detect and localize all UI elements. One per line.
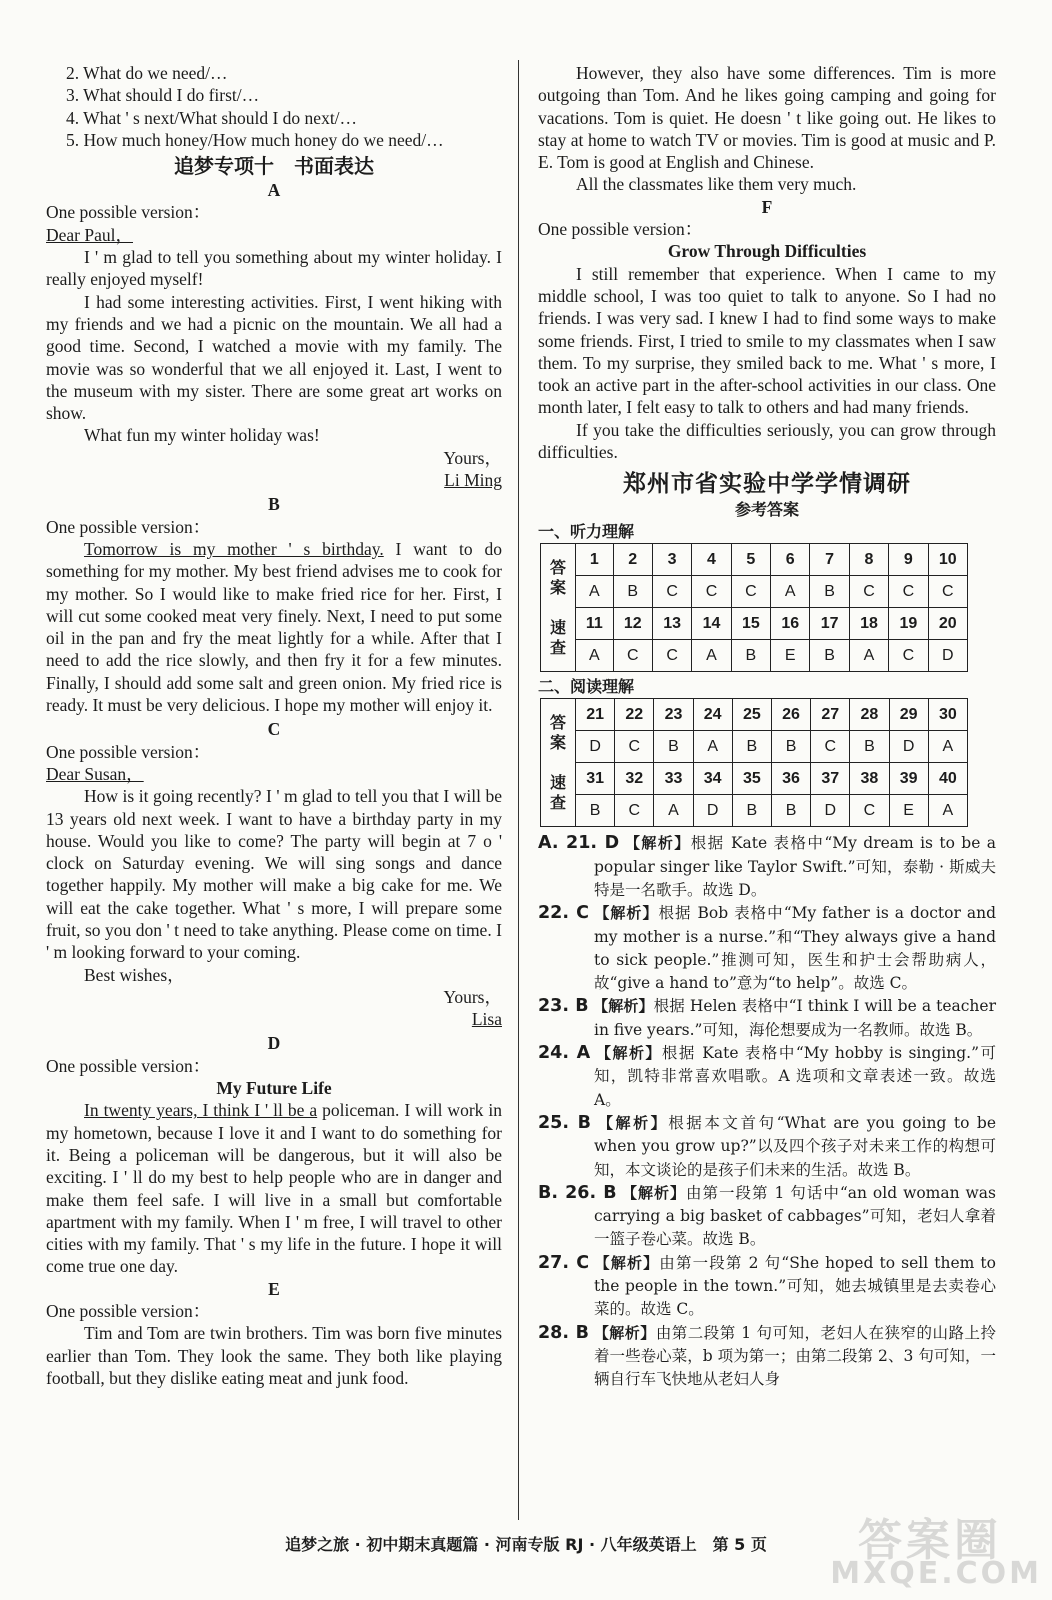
answer-side-label: 答 案 速 查 bbox=[541, 699, 576, 827]
answer-cell: C bbox=[928, 576, 967, 608]
question-number: 4 bbox=[692, 544, 731, 576]
list-item: 2. What do we need/… bbox=[66, 63, 228, 83]
possible-version-label: One possible version： bbox=[46, 1055, 211, 1076]
question-number: 17 bbox=[810, 608, 849, 640]
explanation-item bbox=[538, 994, 996, 1041]
possible-version-label: One possible version： bbox=[46, 741, 211, 762]
essay-d-body: policeman. I will work in my hometown, because I love it and I want to do something for it. Being a policeman will be dangerous, but it will also be exciting. I ' ll do my best to help people who are in danger and make them feel safe. I will live in a small but comfortable apartment with my family. When I ' m free, I will travel to other cities with my family. That ' s my life in the future. I hope it will come true one day. bbox=[46, 1100, 502, 1277]
question-number: 6 bbox=[771, 544, 810, 576]
answer-cell: A bbox=[928, 731, 967, 763]
question-number: 38 bbox=[850, 763, 889, 795]
answer-cell: A bbox=[928, 795, 967, 827]
right-column bbox=[538, 62, 996, 1390]
answer-cell: C bbox=[652, 576, 691, 608]
explanation-text: 根据 Kate 表格中“My dream is to be a popular singer like Taylor Swift.”可知，泰勒 · 斯威夫特是一名歌手。故选 D。 bbox=[594, 834, 996, 899]
explanation-number: 28. B bbox=[538, 1322, 589, 1343]
possible-version-label: One possible version： bbox=[46, 516, 211, 537]
answer-side-label: 答 案 速 查 bbox=[541, 544, 576, 672]
essay-a-paragraph: I had some interesting activities. First, I went hiking with my friends and we had a picnic on the mountain. We all had a good time. Second, I watched a movie with my family. The movie was so wonderful that we all enjoyed it. Last, I went to the museum with my sister. There are some great art works on show. bbox=[46, 291, 502, 424]
answer-cell: A bbox=[771, 576, 810, 608]
explanation-item bbox=[538, 1181, 996, 1251]
explanation-tag: 【解析】 bbox=[597, 1113, 669, 1132]
answer-table-reading bbox=[540, 698, 968, 827]
explanation-tag: 【解析】 bbox=[595, 1044, 662, 1063]
essay-b-opening: Tomorrow is my mother ' s birthday. bbox=[84, 538, 384, 559]
answer-cell: C bbox=[889, 576, 928, 608]
answer-cell: D bbox=[576, 731, 615, 763]
essay-a-greeting: Dear Paul， bbox=[46, 224, 133, 245]
essay-c-wishes: Best wishes， bbox=[84, 964, 185, 985]
essay-b-letter: B bbox=[268, 494, 280, 515]
essay-a-letter: A bbox=[267, 180, 281, 201]
part-reading: 二、阅读理解 bbox=[538, 677, 635, 697]
answer-cell: D bbox=[811, 795, 850, 827]
question-number: 37 bbox=[811, 763, 850, 795]
explanation-number: A. 21. D bbox=[538, 833, 620, 854]
explanation-number: 23. B bbox=[538, 996, 589, 1017]
part-listening: 一、听力理解 bbox=[538, 522, 635, 542]
essay-d-letter: D bbox=[267, 1033, 281, 1054]
essay-f-title: Grow Through Difficulties bbox=[667, 241, 867, 262]
question-number: 9 bbox=[889, 544, 928, 576]
explanation-item bbox=[538, 1041, 996, 1111]
essay-c-greeting: Dear Susan， bbox=[46, 763, 144, 784]
question-number: 2 bbox=[613, 544, 652, 576]
explanation-item bbox=[538, 1321, 996, 1391]
explanation-tag: 【解析】 bbox=[621, 1183, 686, 1202]
essay-e-paragraph: All the classmates like them very much. bbox=[576, 174, 857, 195]
list-item: 5. How much honey/How much honey do we need/… bbox=[66, 129, 444, 150]
question-number: 10 bbox=[928, 544, 967, 576]
exam-title: 郑州市省实验中学学情调研 bbox=[623, 471, 911, 498]
answer-cell: A bbox=[654, 795, 693, 827]
explanations bbox=[538, 831, 996, 1390]
answer-table-listening bbox=[540, 543, 968, 672]
exam-subtitle: 参考答案 bbox=[734, 500, 799, 520]
essay-f-paragraph: I still remember that experience. When I came to my middle school, I was too quiet to talk to anyone. So I had no friends. I was very sad. I knew I had to find some ways to make some friends. First, I tried to smile to my classmates when I saw them. To my surprise, they smiled back to me. What ' s more, I took an active part in the after-school activities in our class. One month later, I felt easy to talk to others and had many friends. bbox=[538, 263, 996, 418]
question-number: 26 bbox=[771, 699, 810, 731]
answer-cell: A bbox=[693, 731, 732, 763]
answer-cell: C bbox=[731, 576, 770, 608]
question-number: 32 bbox=[615, 763, 654, 795]
answer-cell: C bbox=[692, 576, 731, 608]
essay-f-paragraph: If you take the difficulties seriously, you can grow through difficulties. bbox=[538, 419, 996, 463]
answer-cell: B bbox=[613, 576, 652, 608]
question-number: 1 bbox=[576, 544, 614, 576]
question-number: 39 bbox=[889, 763, 928, 795]
list-item: 3. What should I do first/… bbox=[66, 85, 260, 106]
watermark bbox=[802, 1500, 1042, 1596]
essay-d-opening: In twenty years, I think I ' ll be a bbox=[84, 1100, 318, 1121]
explanation-text: 由第二段第 1 句可知，老妇人在狭窄的山路上拎着一些卷心菜，b 项为第一；由第二段第 2、3 句可知，一辆自行车飞快地从老妇人身 bbox=[594, 1323, 996, 1389]
explanation-number: 24. A bbox=[538, 1043, 591, 1064]
answer-cell: B bbox=[850, 731, 889, 763]
explanation-number: 27. C bbox=[538, 1252, 590, 1273]
essay-d-title: My Future Life bbox=[216, 1078, 332, 1099]
essay-b-body: I want to do something for my mother. My best friend advises me to cook for my mother. So I would like to make fried rice for her. First, I will cut some cooked meat very finely. Next, I need to put some oil in the pan and fry the meat lightly for a while. After that I need to add the rice slowly, and then fry it for a few minutes. Finally, I should add some salt and green onion. My fried rice is ready. It must be very delicious. I hope my mother will enjoy it. bbox=[46, 538, 502, 716]
essay-a-paragraph: What fun my winter holiday was! bbox=[84, 425, 320, 446]
explanation-tag: 【解析】 bbox=[593, 1323, 656, 1342]
question-number: 12 bbox=[613, 608, 652, 640]
explanation-tag: 【解析】 bbox=[594, 1253, 660, 1272]
explanation-item bbox=[538, 1111, 996, 1181]
answer-cell: B bbox=[771, 795, 810, 827]
explanation-item bbox=[538, 901, 996, 994]
explanation-number: 22. C bbox=[538, 903, 589, 924]
question-number: 8 bbox=[849, 544, 888, 576]
answer-cell: C bbox=[652, 640, 691, 672]
answer-cell: B bbox=[654, 731, 693, 763]
question-number: 11 bbox=[576, 608, 614, 640]
answer-cell: D bbox=[693, 795, 732, 827]
question-number: 21 bbox=[576, 699, 615, 731]
question-number: 35 bbox=[732, 763, 771, 795]
essay-e-letter: E bbox=[268, 1278, 280, 1299]
essay-f-letter: F bbox=[761, 196, 773, 217]
question-number: 24 bbox=[693, 699, 732, 731]
essay-a-paragraph: I ' m glad to tell you something about my winter holiday. I really enjoyed myself! bbox=[46, 247, 502, 290]
answer-cell: C bbox=[615, 795, 654, 827]
answer-cell: B bbox=[732, 731, 771, 763]
question-number: 34 bbox=[693, 763, 732, 795]
question-number: 3 bbox=[652, 544, 691, 576]
possible-version-label: One possible version： bbox=[46, 1301, 211, 1322]
answer-cell: B bbox=[731, 640, 770, 672]
question-number: 5 bbox=[731, 544, 770, 576]
essay-e-paragraph: However, they also have some differences. Tim is more outgoing than Tom. And he likes going camping and going for vacations. Tom is quiet. He doesn ' t like going out. He likes to stay at home to watch TV or movies. Tim is good at music and P. E. Tom is good at English and Chinese. bbox=[538, 63, 996, 173]
question-number: 15 bbox=[731, 608, 770, 640]
answer-cell: C bbox=[615, 731, 654, 763]
question-number: 19 bbox=[889, 608, 928, 640]
explanation-text: 由第一段第 2 句“She hoped to sell them to the people in the town.”可知，她去城镇里是去卖卷心菜的。故选 C。 bbox=[594, 1253, 996, 1319]
answer-cell: E bbox=[889, 795, 928, 827]
question-number: 22 bbox=[615, 699, 654, 731]
question-number: 16 bbox=[771, 608, 810, 640]
question-number: 33 bbox=[654, 763, 693, 795]
essay-a-signature: Li Ming bbox=[444, 470, 502, 491]
possible-version-label: One possible version： bbox=[46, 202, 211, 223]
left-column bbox=[46, 62, 502, 1389]
possible-version-label: One possible version： bbox=[538, 219, 703, 240]
question-number: 14 bbox=[692, 608, 731, 640]
essay-c-letter: C bbox=[267, 719, 281, 740]
answer-cell: A bbox=[849, 640, 888, 672]
question-number: 13 bbox=[652, 608, 691, 640]
explanation-number: B. 26. B bbox=[538, 1182, 617, 1203]
column-divider bbox=[518, 60, 519, 1520]
section-title: 追梦专项十 书面表达 bbox=[174, 154, 374, 179]
question-number: 31 bbox=[576, 763, 615, 795]
explanation-tag: 【解析】 bbox=[593, 997, 654, 1016]
essay-c-closing: Yours， bbox=[443, 986, 502, 1007]
question-number: 18 bbox=[849, 608, 888, 640]
essay-a-closing: Yours， bbox=[443, 447, 502, 468]
explanation-tag: 【解析】 bbox=[624, 834, 691, 853]
answer-cell: E bbox=[771, 640, 810, 672]
explanation-item bbox=[538, 831, 996, 901]
answer-cell: D bbox=[928, 640, 967, 672]
answer-cell: C bbox=[613, 640, 652, 672]
watermark-logo: 答案圈 bbox=[858, 1515, 1002, 1566]
explanation-number: 25. B bbox=[538, 1112, 591, 1133]
explanation-tag: 【解析】 bbox=[594, 904, 659, 923]
answer-cell: B bbox=[810, 640, 849, 672]
explanation-text: 由第一段第 1 句话中“an old woman was carrying a big basket of cabbages”可知，老妇人拿着一篮子卷心菜。故选 B。 bbox=[594, 1183, 997, 1249]
question-number: 40 bbox=[928, 763, 967, 795]
essay-e-paragraph: Tim and Tom are twin brothers. Tim was born five minutes earlier than Tom. They look the same. They both like playing football, but they dislike eating meat and junk food. bbox=[46, 1323, 502, 1388]
watermark-url: MXQE.COM bbox=[830, 1556, 1042, 1591]
essay-d-paragraph bbox=[46, 1099, 502, 1277]
answer-cell: B bbox=[810, 576, 849, 608]
essay-c-paragraph: How is it going recently? I ' m glad to tell you that I will be 13 years old next week. I want to have a birthday party in my house. Would you like to come? The party will begin at 7 o ' clock on Saturday evening. We will sing songs and dance together happily. My mother will make a big cake for me. We will eat the cake together. What ' s more, I will prepare some fruit, so you don ' t need to take anything. Please come on time. I ' m looking forward to your coming. bbox=[46, 786, 502, 963]
explanation-text: 根据 Bob 表格中“My father is a doctor and my mother is a nurse.”和“They always give a hand to sick people.”推测可知，医生和护士会帮助病人，故“give a hand to”意为“to help”。故选 C。 bbox=[594, 904, 996, 993]
explanation-text: 根据本文首句“What are you going to be when you grow up?”以及四个孩子对未来工作的构想可知，本文谈论的是孩子们未来的生活。故选 B。 bbox=[594, 1113, 996, 1179]
question-number: 29 bbox=[889, 699, 928, 731]
answer-cell: C bbox=[889, 640, 928, 672]
list-item: 4. What ' s next/What should I do next/… bbox=[66, 107, 358, 128]
question-number: 25 bbox=[732, 699, 771, 731]
question-number: 30 bbox=[928, 699, 967, 731]
answer-cell: C bbox=[849, 576, 888, 608]
question-number: 28 bbox=[850, 699, 889, 731]
question-number: 23 bbox=[654, 699, 693, 731]
answer-cell: A bbox=[692, 640, 731, 672]
question-number: 7 bbox=[810, 544, 849, 576]
answer-cell: C bbox=[850, 795, 889, 827]
answer-cell: A bbox=[576, 576, 614, 608]
question-number: 27 bbox=[811, 699, 850, 731]
answer-cell: B bbox=[771, 731, 810, 763]
question-number: 36 bbox=[771, 763, 810, 795]
page-footer: 追梦之旅 · 初中期末真题篇 · 河南专版 RJ · 八年级英语上 第 5 页 bbox=[285, 1535, 767, 1554]
essay-b-paragraph bbox=[46, 538, 502, 716]
answer-cell: A bbox=[576, 640, 614, 672]
answer-cell: C bbox=[811, 731, 850, 763]
answer-cell: D bbox=[889, 731, 928, 763]
answer-cell: B bbox=[576, 795, 615, 827]
essay-c-signature: Lisa bbox=[471, 1009, 502, 1030]
answer-cell: B bbox=[732, 795, 771, 827]
explanation-item bbox=[538, 1251, 996, 1321]
question-number: 20 bbox=[928, 608, 967, 640]
explanation-text: 根据 Helen 表格中“I think I will be a teacher in five years.”可知，海伦想要成为一名教师。故选 B。 bbox=[594, 997, 996, 1039]
explanation-text: 根据 Kate 表格中“My hobby is singing.”可知，凯特非常喜欢唱歌。A 选项和文章表述一致。故选 A。 bbox=[594, 1044, 996, 1109]
